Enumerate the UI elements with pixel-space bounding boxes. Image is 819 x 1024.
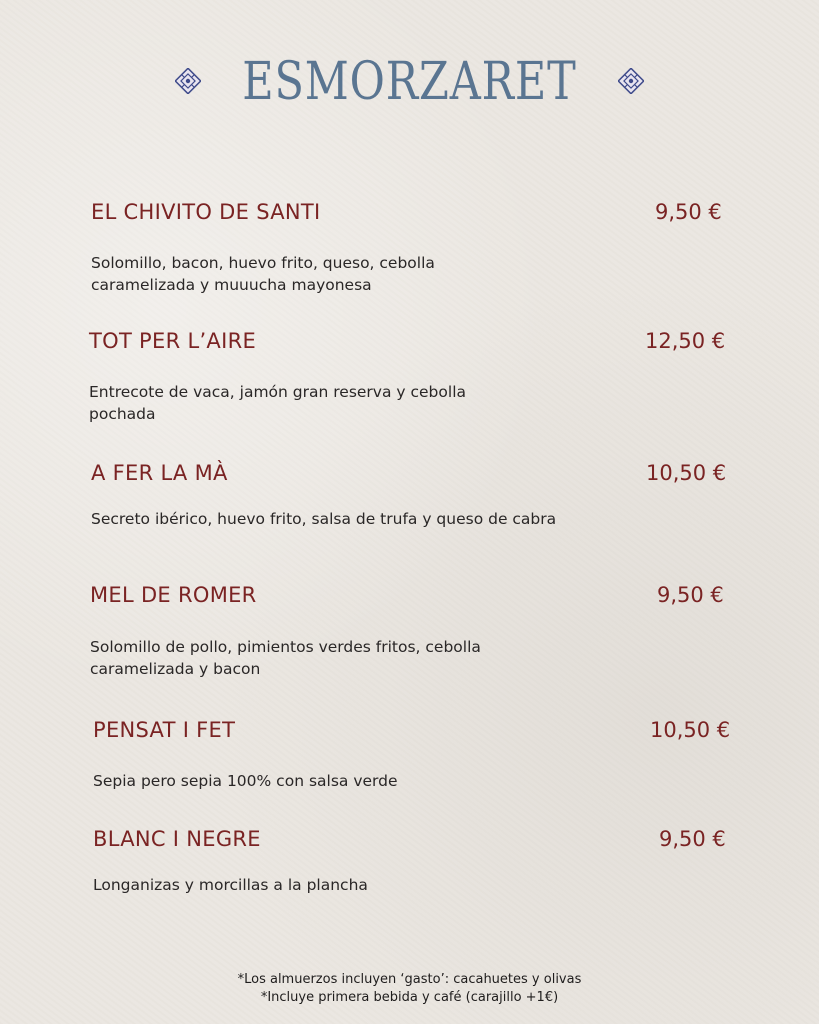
menu-item	[93, 827, 733, 907]
menu-item-name: PENSAT I FET	[93, 718, 236, 742]
menu-item-name: A FER LA MÀ	[91, 461, 228, 485]
footnote-line: *Los almuerzos incluyen ‘gasto’: cacahuetes y olivas	[237, 972, 582, 987]
menu-item	[89, 329, 729, 429]
menu-item-name: BLANC I NEGRE	[93, 827, 261, 851]
menu-item-description: Sepia pero sepia 100% con salsa verde	[93, 772, 398, 790]
tile-ornament-icon	[618, 68, 644, 94]
menu-item-price: 9,50 €	[657, 583, 724, 607]
tile-ornament-icon	[175, 68, 201, 94]
menu-item-description: Solomillo de pollo, pimientos verdes fritos, cebolla caramelizada y bacon	[90, 638, 481, 678]
menu-item-price: 9,50 €	[659, 827, 726, 851]
menu-item-price: 10,50 €	[650, 718, 731, 742]
menu-item-name: MEL DE ROMER	[90, 583, 257, 607]
menu-item-price: 9,50 €	[655, 200, 722, 224]
menu-item-name: TOT PER L’AIRE	[89, 329, 257, 353]
menu-header	[0, 50, 819, 112]
menu-item-description: Solomillo, bacon, huevo frito, queso, cebolla caramelizada y muuucha mayonesa	[91, 254, 435, 294]
menu-item	[90, 583, 730, 683]
menu-item-description: Entrecote de vaca, jamón gran reserva y cebolla pochada	[89, 383, 466, 423]
menu-item	[93, 718, 733, 798]
restaurant-logo-title: ESMORZARET	[242, 50, 577, 112]
menu-item	[91, 200, 731, 300]
menu-item-description: Longanizas y morcillas a la plancha	[93, 876, 368, 894]
menu-item	[91, 461, 731, 561]
menu-footnotes	[0, 971, 819, 1007]
menu-item-description: Secreto ibérico, huevo frito, salsa de trufa y queso de cabra	[91, 510, 557, 528]
menu-item-price: 12,50 €	[645, 329, 726, 353]
menu-item-name: EL CHIVITO DE SANTI	[91, 200, 321, 224]
menu-item-price: 10,50 €	[646, 461, 727, 485]
footnote-line: *Incluye primera bebida y café (carajillo +1€)	[260, 990, 559, 1005]
